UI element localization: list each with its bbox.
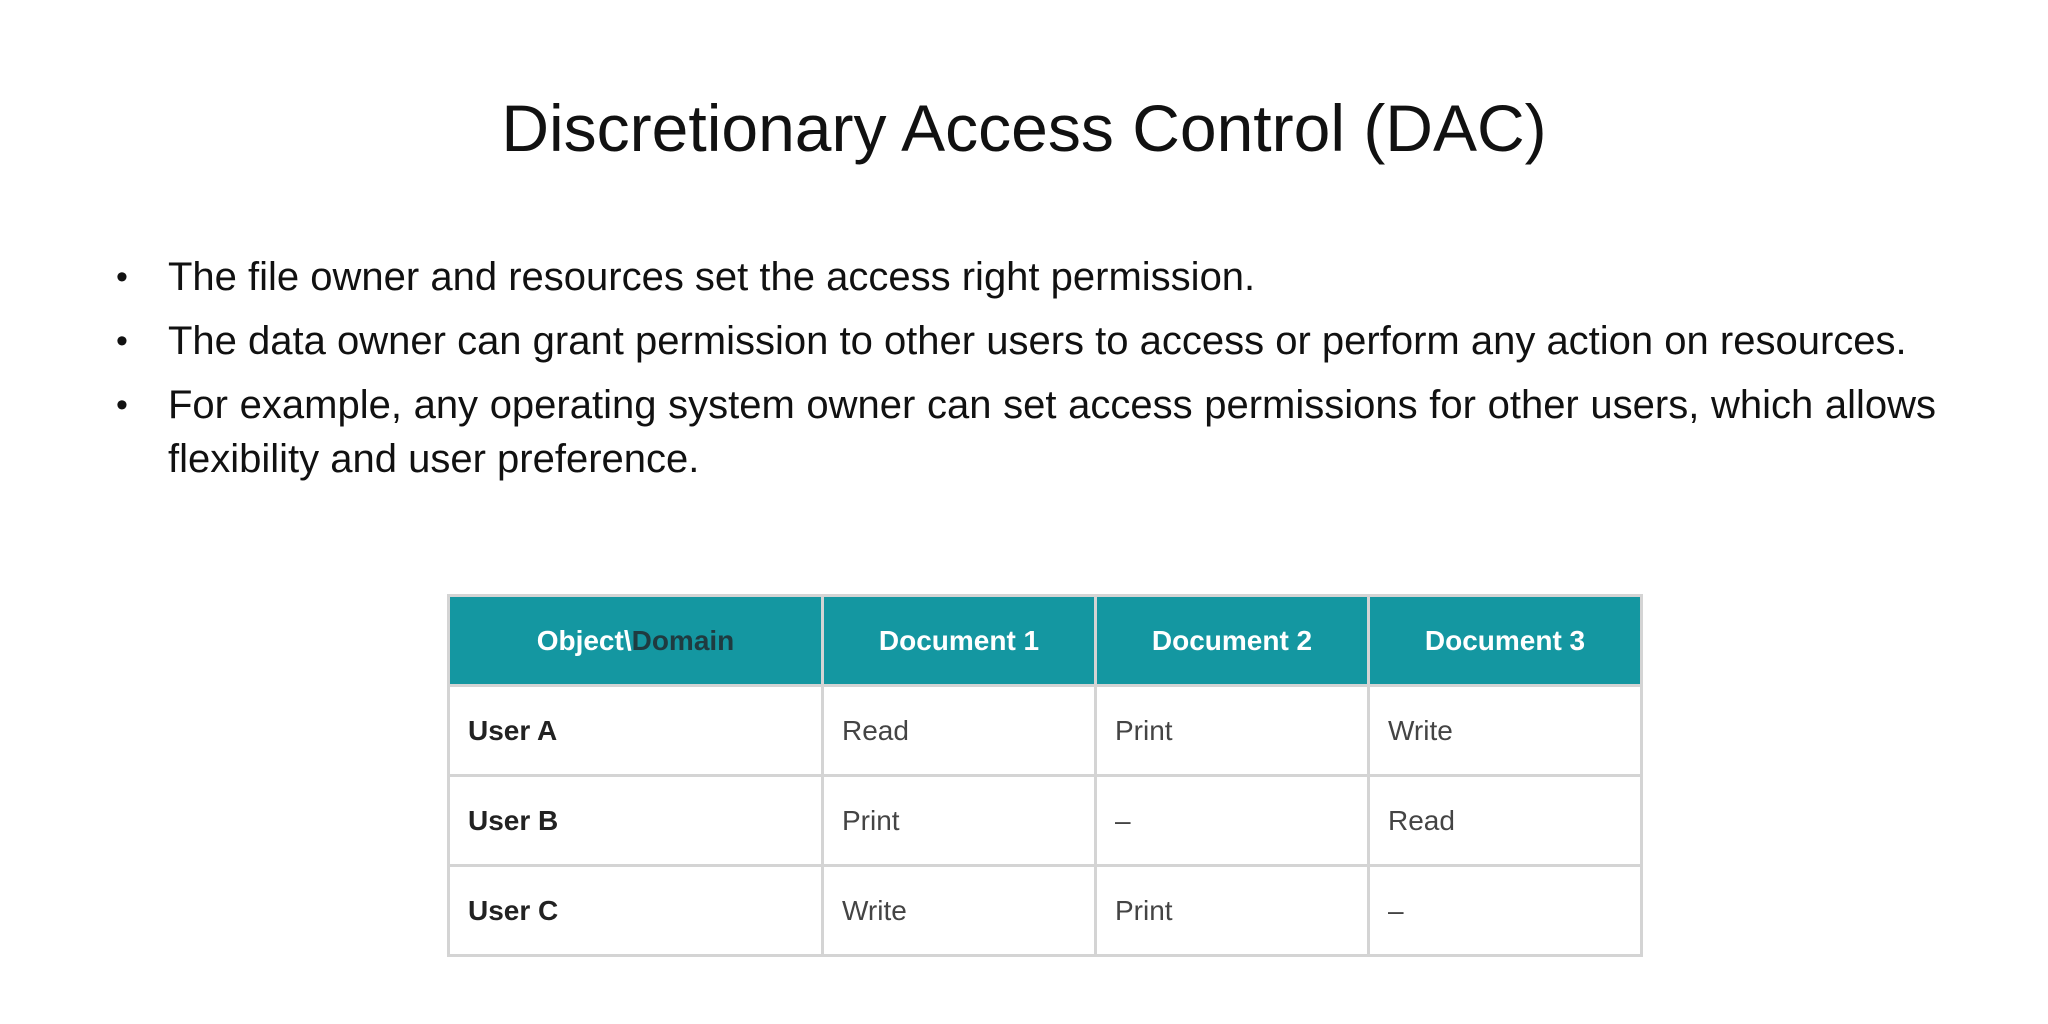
bullet-item bbox=[116, 250, 1936, 304]
bullet-item bbox=[116, 314, 1936, 368]
table-row bbox=[449, 866, 1642, 956]
bullet-icon: • bbox=[116, 386, 128, 424]
table-row bbox=[449, 776, 1642, 866]
bullet-list bbox=[116, 250, 1936, 496]
table-cell: Write bbox=[1369, 686, 1642, 776]
table-cell: Print bbox=[823, 776, 1096, 866]
access-matrix-table-container bbox=[447, 594, 1640, 957]
row-user-label: User A bbox=[449, 686, 823, 776]
slide-title: Discretionary Access Control (DAC) bbox=[501, 91, 1547, 165]
bullet-icon: • bbox=[116, 322, 128, 360]
table-cell: Print bbox=[1096, 866, 1369, 956]
bullet-icon: • bbox=[116, 258, 128, 296]
row-user-label: User B bbox=[449, 776, 823, 866]
access-matrix-table bbox=[447, 594, 1643, 957]
table-cell: Read bbox=[823, 686, 1096, 776]
bullet-text: For example, any operating system owner can set access permissions for other users, which allows flexibility and user preference. bbox=[168, 383, 1936, 481]
table-cell: – bbox=[1096, 776, 1369, 866]
table-cell: Print bbox=[1096, 686, 1369, 776]
table-cell: Write bbox=[823, 866, 1096, 956]
bullet-text: The data owner can grant permission to other users to access or perform any action on resources. bbox=[168, 319, 1907, 363]
table-row bbox=[449, 686, 1642, 776]
table-header-row bbox=[449, 596, 1642, 686]
header-document-2: Document 2 bbox=[1096, 596, 1369, 686]
header-document-1: Document 1 bbox=[823, 596, 1096, 686]
header-object-domain bbox=[449, 596, 823, 686]
header-domain-label: Domain bbox=[631, 624, 735, 656]
bullet-text: The file owner and resources set the access right permission. bbox=[168, 255, 1256, 299]
row-user-label: User C bbox=[449, 866, 823, 956]
header-object-label: Object\ bbox=[536, 624, 632, 656]
header-document-3: Document 3 bbox=[1369, 596, 1642, 686]
table-cell: – bbox=[1369, 866, 1642, 956]
bullet-item bbox=[116, 378, 1936, 486]
table-cell: Read bbox=[1369, 776, 1642, 866]
